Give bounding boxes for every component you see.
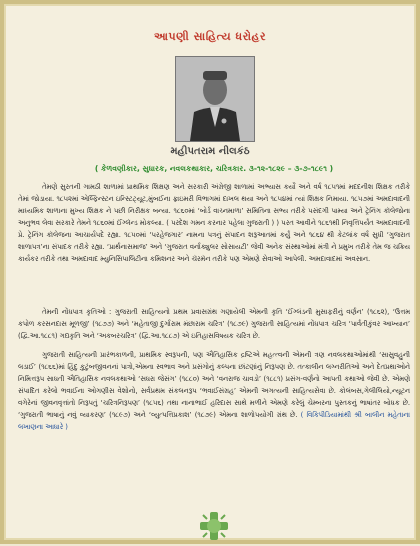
paragraph-works: તેમની નોંધપાત્ર કૃતિઓ : ગુજરાતી સાહિત્યનો પ્રથમ પ્રવાસગ્રંથ ગણાયેલી એમની કૃતિ ‘ઈંગ્લંડની મુસાફરીનું વર્ણન’ (૧૮૬૨), ‘ઉત્તમ કપોળ કરસનદાસ મૂળજી’ (૧૮૭૭) અને ‘મહેતાજી દુર્ગારામ મંછારામ ચરિત્ર’ (૧૮૭૯) ગુજરાતી સાહિત્યમાં નોંધપાત્ર ચરિત્ર ‘પાર્વતીકુંવર આખ્યાન’ (દ્વિ.આ.૧૮૮૧) ગદ્યકૃતિ અને ‘અકબરચરિત્ર’ (દ્વિ.આ.૧૮૮૭) એ ઇતિહાસવિષયક ચરિત્ર છે. [18, 308, 410, 340]
biography-text [18, 181, 410, 464]
green-ornament-icon [198, 510, 230, 542]
paragraph-novels [18, 349, 410, 457]
paragraph-novels-text: ગુજરાતી સાહિત્યની પ્રારંભકાળની, પ્રાથમિક સ્વરૂપની, પણ ઐતિહાસિક દ્રષ્ટિએ મહત્ત્વની એમની ત્રણ નવલકથાઓમાંથી ‘સાસુવહુની લડાઈ’ (૧૮૬૬)માં હિંદુ કુટુંબજીવનનાં પાત્રો,એમના સ્વભાવ અને પ્રસંગોનું કલ્પના છાંટણાંનું નિરૂપણ છે. તત્કાલીન લગ્નરીતિઓ અને દેતપ્રથાઓને નિમિત્તરૂપ સાધતી ઐતિહાસિક નવલકથાઓ ‘સધરા જેસંગ’ (૧૮૮૦) અને ‘વનરાજ ચાવડો’ (૧૮૮૧) પ્રસંગ-વર્ણનો આપતી કથાઓ જેવી છે. એમણે સંપાદિત કરેલો ભવાઈના ઓગણીસ વેશોનો, સર્વપ્રથમ સંકલનરૂપ ‘ભવાઈસંગ્રહ’ એમની અગત્યની સાહિત્યસેવા છે. કોલંબસ,ગેલીલિયો,ન્યૂટન વગેરેનાં જીવનવૃત્તાંતો નિરૂપતું ‘ચરિત્રનિરૂપણ’ (૧૮૫૬) તથા નાનાભાઈ હરિદાસ સાથે મળીને એમણે કરેલું ચેમ્બરના પુસ્તકનું ભાષાંતર બોધક છે. ‘ગુજરાતી ભાષાનું નવું વ્યાકરણ’ (૧૮૯૭) અને ‘વ્યુત્પત્તિપ્રકાશ’ (૧૮૭૯) એમના શાળોપયોગી ગ્રંથ છે. [18, 351, 410, 419]
source-credit: ( વિકિપીડિયામાંથી શ્રી બાલીન મહેતાના લખાણના આધારે ) [18, 411, 410, 431]
paragraph-early-life: તેમણે સુરતની ગામઠી શાળામાં પ્રાથમિક શિક્ષણ અને સરકારી અંગ્રેજી શાળામાં અભ્યાસ કર્યો અને વર્ષ ૧૮૫૧માં મદદનીશ શિક્ષક તરીકે તેમાં જોડાયા. ૧૮૫૨માં એલ્ફિન્સ્ટન ઇન્સ્ટિટ્યૂટ,મુંબઈના ફ્રાઇમરી વિભાગમાં દાખલ થયા અને ૧૮૫૪માં ત્યાં શિક્ષક નિમાયા. ૧૮૫૭માં અમદાવાદની માધ્યમિક શાળાના મુખ્ય શિક્ષક ને પછી નિરીક્ષક બન્યા. ૧૮૬૦માં ‘બોર્ડ વાચ્નમાળા’ સમિતિના સભ્ય તરીકે પસંદગી પામ્યા અને ટ્રેનિંગ કૉલેજોના અનુભવ લેવા સરકારે તેમને ૧૮૬૦માં ઈંગ્લૅન્ડ મોકલ્યા. ( પરદેશ ગમન કરનાર પહેલા ગુજરાતી ) ) પરત આવીને ૧૮૬૧થી નિવૃત્તિપર્યંત અમદાવાદની પ્રે. ટ્રેનિંગ કૉલેજના આચાર્યપદે રહ્યા. ૧૮૫૦માં ‘પરહેજગાર’ નામના પત્રનું સંપાદન શરૂઆતમાં કર્યું અને ૧૮૬૪ થી કેટલાંક વર્ષ સુધી ‘ગુજરાત શાળાપત્ર’ના સંપાદક તરીકે રહ્યા. ‘પ્રાર્થનાસમાજ’ અને ‘ગુજરાત વર્નાક્યુલર સોસાયટી’ જેવી અનેક સંસ્થાઓમાં મંત્રી ને પ્રમુખ તરીકે તેમ જ ચક્રિય કાર્યકર તરીકે તથા અમદાવાદ મ્યુનિસિપાલિટીના કમિશનર અને ચૅરમૅન તરીકે પણ એમણે સેવાઓ આપેલી. અમદાવાદમાં અવસાન. [18, 183, 410, 263]
portrait-photo [175, 56, 255, 142]
person-name: મહીપતરામ નીલકંઠ [170, 146, 250, 157]
profile-subtitle: ( કેળવણીકાર, સુધારક, નવલકથાકાર, ચરિત્રકાર. ૩-૧૨-૧૮૨૯ – ૩-૭-૧૮૯૧ ) [94, 164, 334, 173]
page-title: આપણી સાહિત્ય ધરોહર [153, 30, 267, 43]
